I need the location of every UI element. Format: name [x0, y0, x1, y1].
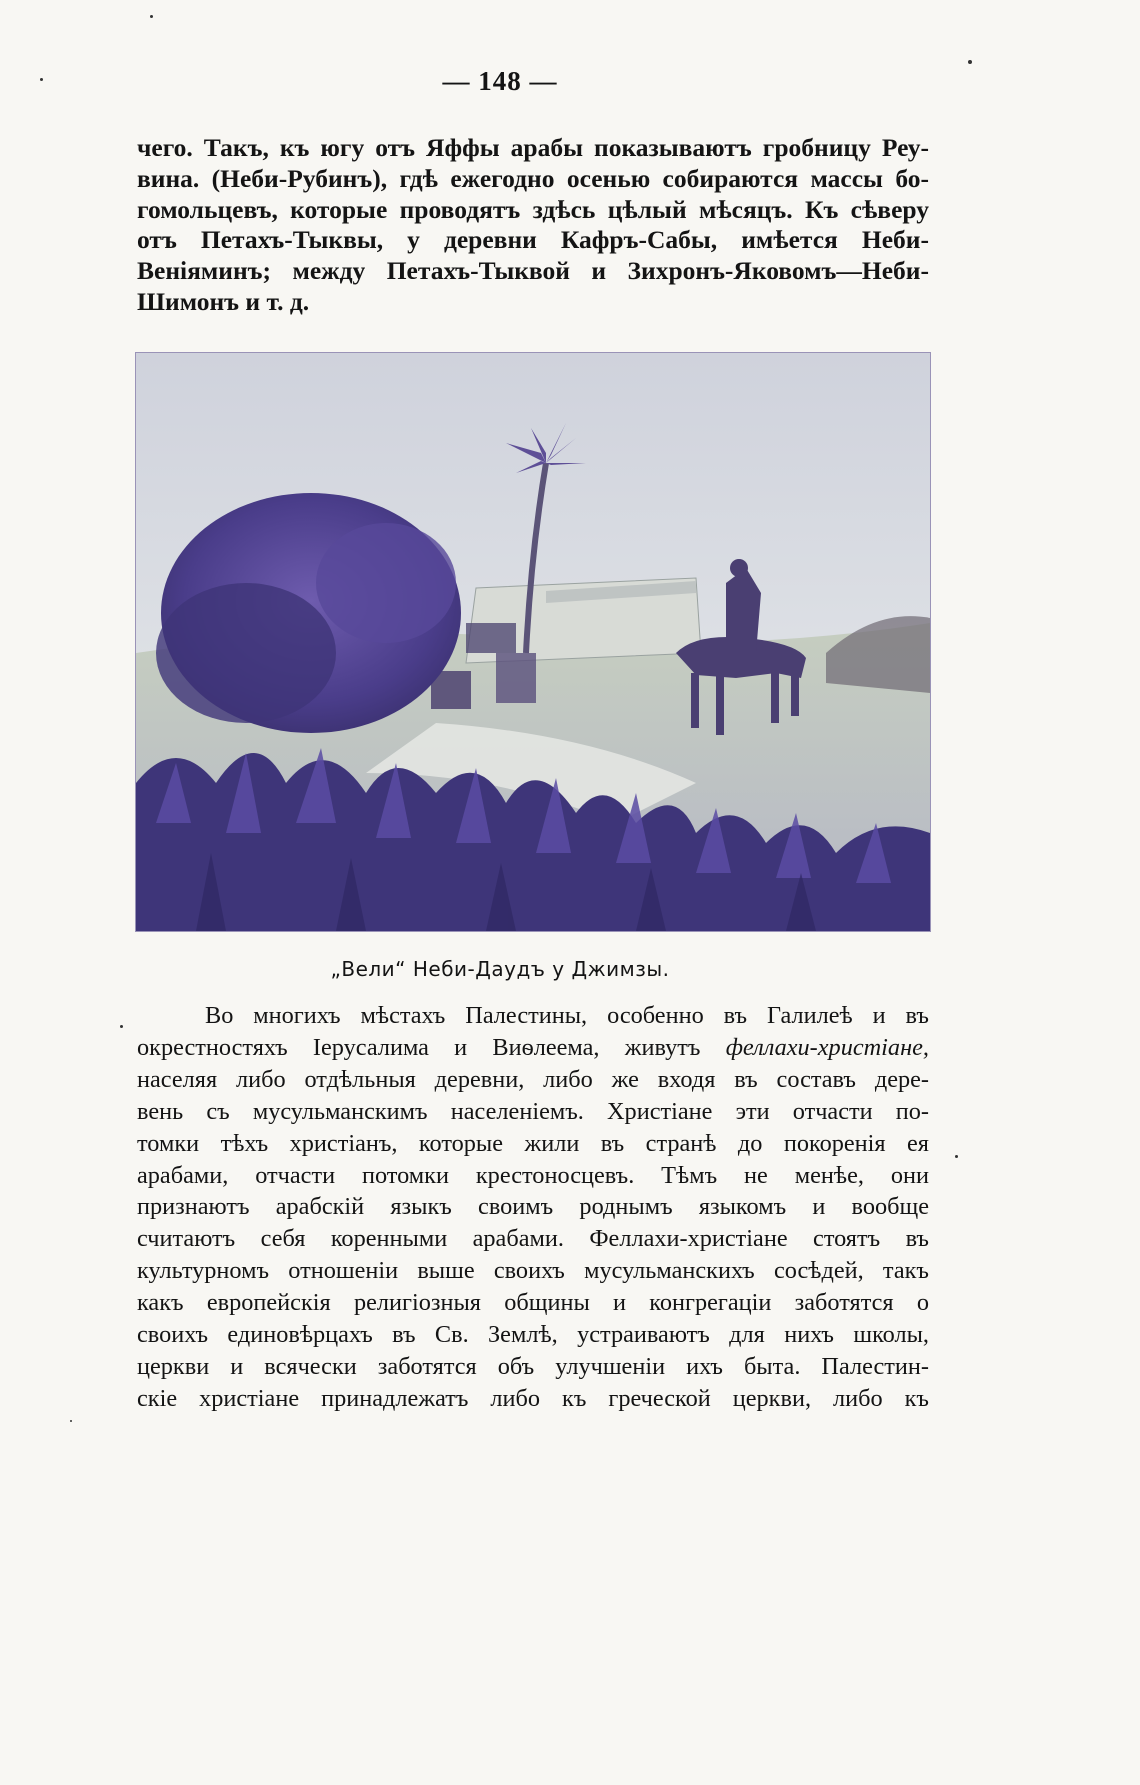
- text-line: населяя либо отдѣльныя деревни, либо же входя въ составъ дере-: [137, 1065, 929, 1093]
- text-line: Шимонъ и т. д.: [137, 286, 310, 316]
- body-paragraph: [137, 1000, 929, 1415]
- text-line: Веніяминъ; между Петахъ-Тыквой и Зихронъ-Яковомъ—Неби-: [137, 256, 929, 286]
- scan-speck: [955, 1155, 958, 1158]
- photo-illustration: [136, 353, 930, 931]
- page-number: — 148 —: [442, 66, 558, 96]
- text-line: церкви и всячески заботятся объ улучшеніи ихъ быта. Палестин-: [137, 1352, 929, 1380]
- text-line: арабами, отчасти потомки крестоносцевъ. Тѣмъ не менѣе, они: [137, 1161, 929, 1189]
- text-line: томки тѣхъ христіанъ, которые жили въ странѣ до покоренія ея: [137, 1129, 929, 1157]
- text-line: своихъ единовѣрцахъ въ Св. Землѣ, устраиваютъ для нихъ школы,: [137, 1321, 929, 1349]
- text-line: вина. (Неби-Рубинъ), гдѣ ежегодно осенью собираются массы бо-: [137, 163, 929, 193]
- text-line: культурномъ отношеніи выше своихъ мусульманскихъ сосѣдей, такъ: [137, 1257, 929, 1285]
- text-line: считаютъ себя коренными арабами. Феллахи-христіане стоятъ въ: [137, 1225, 929, 1253]
- top-paragraph: [137, 133, 929, 318]
- scan-speck: [150, 15, 153, 18]
- text-line: отъ Петахъ-Тыквы, у деревни Кафръ-Сабы, имѣется Неби-: [137, 225, 929, 255]
- text-line: Во многихъ мѣстахъ Палестины, особенно въ Галилеѣ и въ: [205, 1002, 929, 1029]
- scan-speck: [40, 78, 43, 81]
- text-segment: окрестностяхъ Іерусалима и Виѳлеема, живутъ: [137, 1033, 726, 1061]
- text-line: признаютъ арабскій языкъ своимъ роднымъ языкомъ и вообще: [137, 1193, 929, 1221]
- scan-speck: [120, 1025, 123, 1028]
- text-line: чего. Такъ, къ югу отъ Яффы арабы показываютъ гробницу Реу-: [137, 133, 929, 162]
- text-line: гомольцевъ, которые проводятъ здѣсь цѣлый мѣсяцъ. Къ сѣверу: [137, 194, 929, 224]
- figure-caption: „Вели“ Неби-Даудъ у Джимзы.: [330, 957, 670, 981]
- landscape-photo: [135, 352, 931, 932]
- text-line: скіе христіане принадлежатъ либо къ греческой церкви, либо къ: [137, 1384, 929, 1412]
- emphasized-term: феллахи-христіане,: [725, 1033, 929, 1061]
- scan-speck: [968, 60, 972, 64]
- text-line: вень съ мусульманскимъ населеніемъ. Христіане эти отчасти по-: [137, 1097, 929, 1125]
- text-line: [137, 1032, 929, 1064]
- scan-speck: [70, 1420, 72, 1422]
- text-line: какъ европейскія религіозныя общины и конгрегаціи заботятся о: [137, 1289, 929, 1317]
